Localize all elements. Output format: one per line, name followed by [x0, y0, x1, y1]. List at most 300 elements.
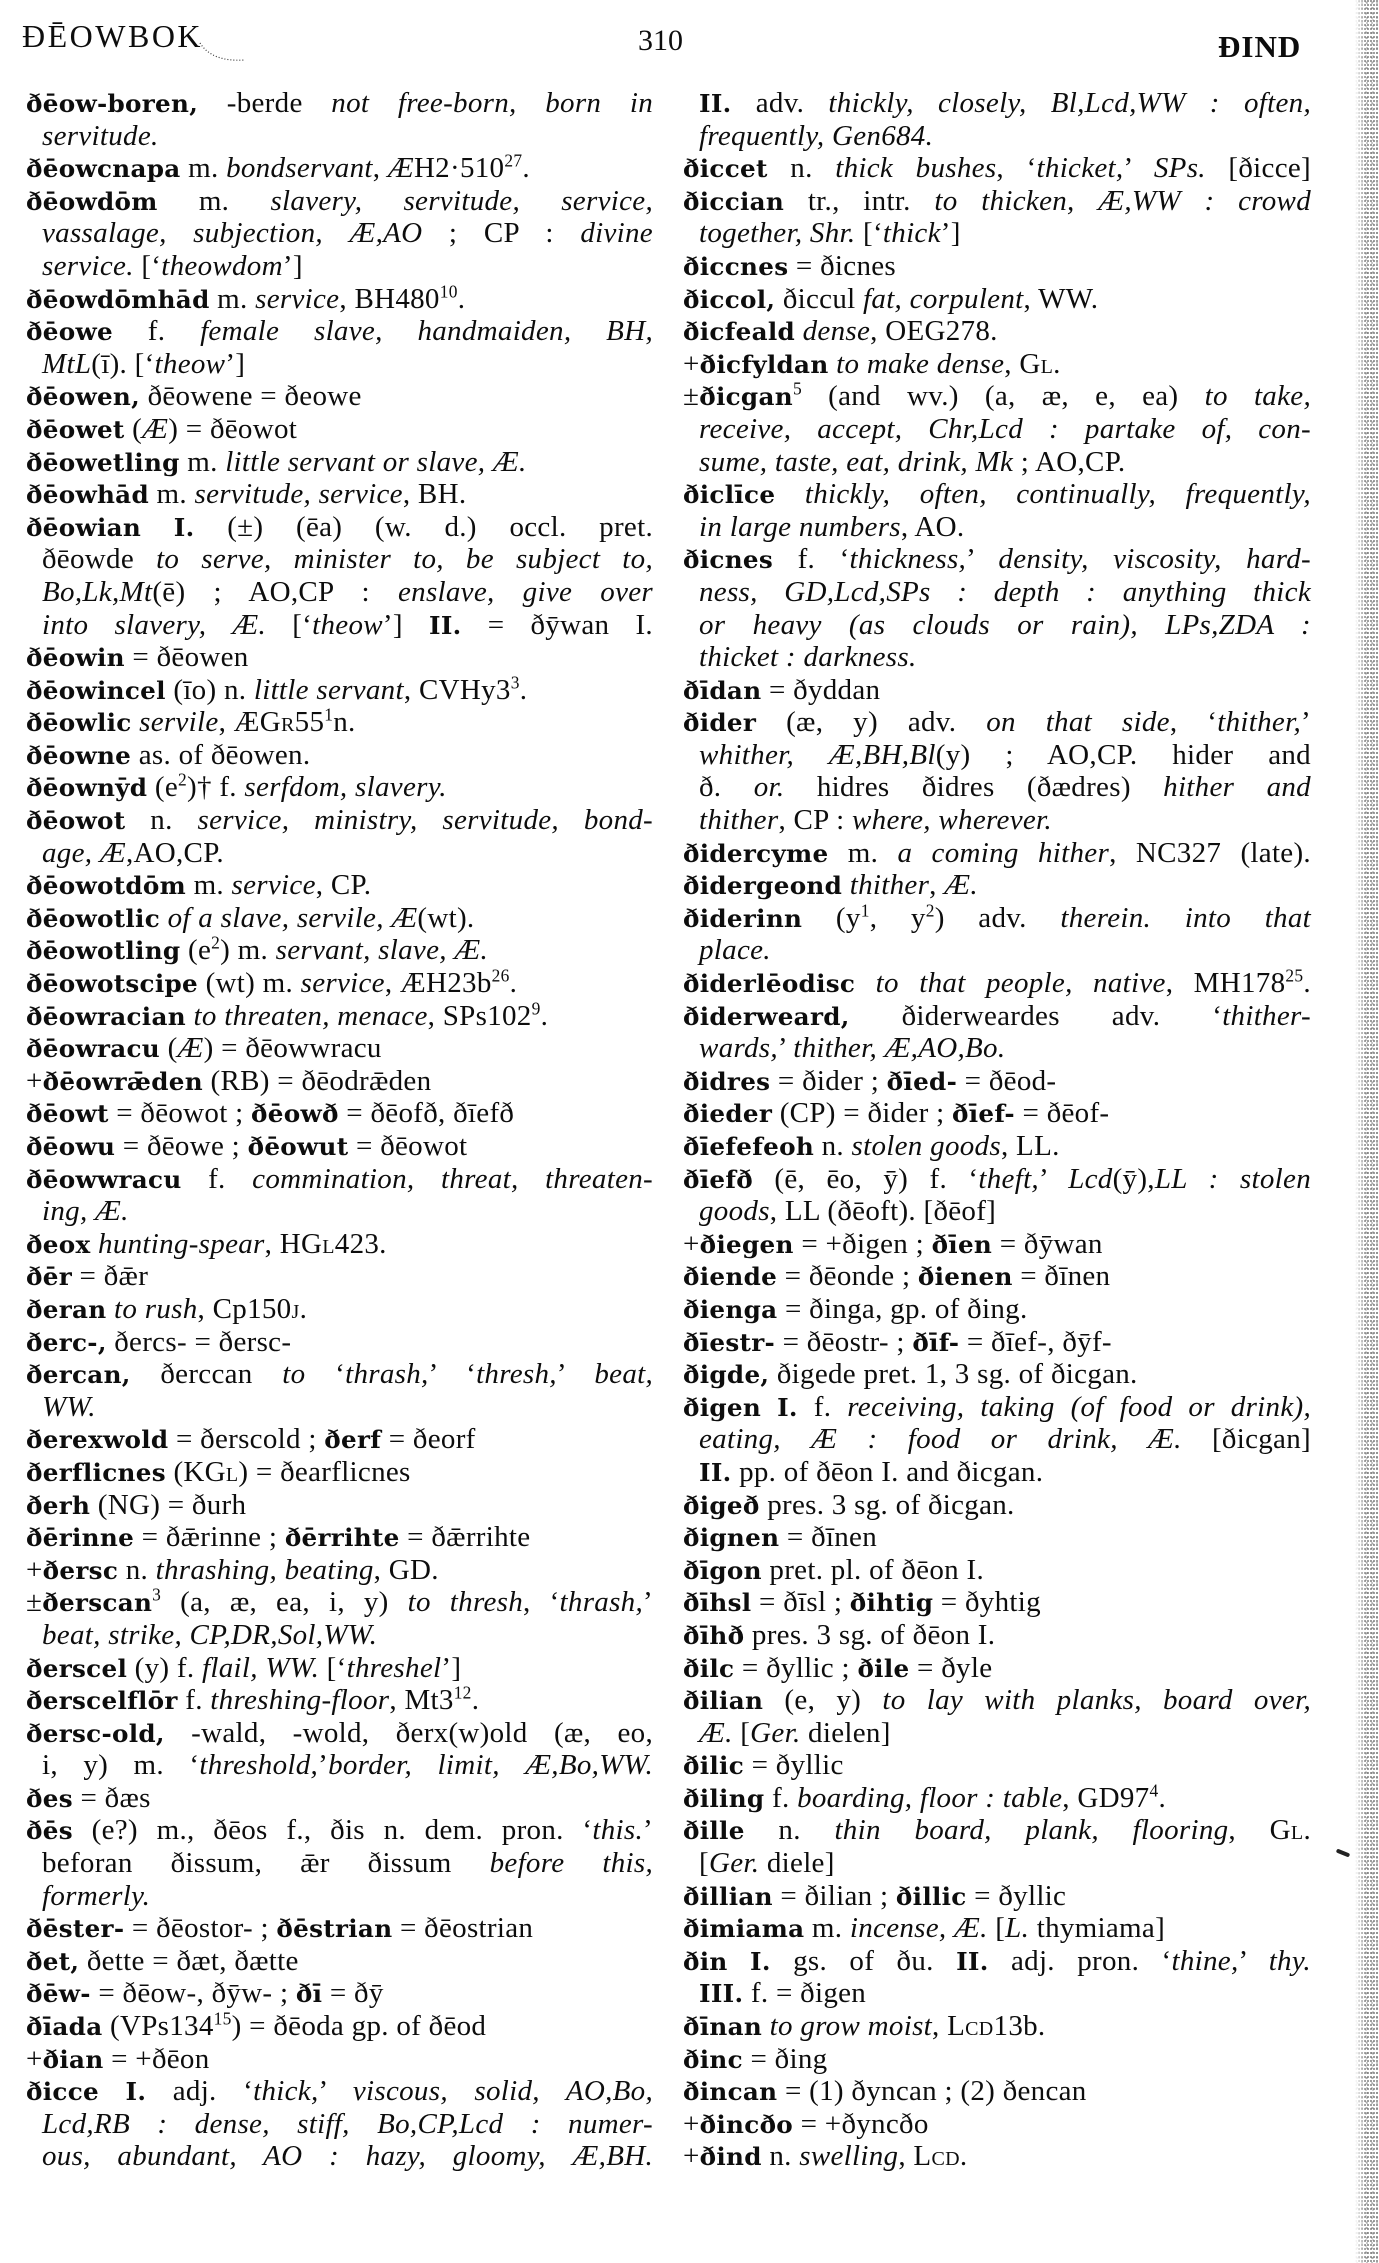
headword-bold: ðicnes — [683, 545, 774, 575]
roman-text: (CP) = ðider ; — [772, 1097, 953, 1130]
dictionary-entry — [26, 771, 653, 804]
dictionary-entry — [26, 2010, 653, 2043]
headword-bold: ðiccol, — [683, 284, 776, 314]
roman-text: pret. pl. of ðēon I. — [761, 1553, 985, 1586]
entry-line — [683, 706, 1311, 739]
roman-text: . — [1303, 1814, 1311, 1847]
italic-gloss: thickly, often, continually, frequently, — [804, 478, 1311, 511]
italic-gloss: thresh, — [476, 1358, 557, 1391]
roman-text: ) = ðēowwracu — [203, 1032, 382, 1065]
entry-line — [26, 1195, 653, 1228]
entry-line — [26, 902, 653, 935]
headword-bold: ðillic — [895, 1881, 967, 1911]
roman-text: (KG — [165, 1455, 226, 1488]
dictionary-entry — [683, 1228, 1311, 1261]
headword-bold: ðiderlēodisc — [683, 969, 856, 999]
entry-line — [26, 934, 653, 967]
headword-bold: ðidres — [683, 1066, 771, 1096]
superscript: 10 — [439, 280, 458, 301]
roman-text: , NC327 (late). — [1109, 836, 1311, 869]
entry-line — [26, 185, 653, 218]
roman-text: ðigede pret. 1, 3 sg. of ðicgan. — [769, 1358, 1138, 1391]
italic-gloss: ing, Æ. — [42, 1195, 129, 1228]
roman-text: f. — [764, 1781, 798, 1814]
headword-bold: ðille — [683, 1816, 745, 1846]
roman-text: = ðȳwan — [992, 1227, 1103, 1260]
headword-bold: ðēowincel — [26, 675, 166, 705]
roman-text: = ðyllic — [744, 1749, 844, 1782]
italic-gloss: thick bushes — [835, 152, 997, 185]
entry-line — [26, 1521, 653, 1554]
headword-bold: ðēowne — [26, 740, 132, 770]
roman-text — [855, 967, 875, 999]
dictionary-entry — [683, 674, 1311, 707]
italic-gloss: to lay with planks, board over, — [882, 1684, 1311, 1717]
roman-text: = ðēod- — [957, 1064, 1057, 1097]
roman-text: ’ — [966, 543, 999, 576]
headword-bold: I. — [777, 1392, 798, 1422]
roman-text: ðēowene = ðeowe — [140, 380, 362, 413]
roman-text: = ðǣrrihte — [399, 1521, 531, 1554]
dictionary-entry — [26, 739, 653, 772]
roman-text: i, y) m. ‘ — [42, 1749, 200, 1782]
italic-gloss: ness, GD,Lcd,SPs : depth : anything thick — [699, 575, 1311, 608]
dictionary-entry — [26, 1326, 653, 1359]
dictionary-entry — [26, 1358, 653, 1423]
superscript: 3 — [152, 1584, 162, 1605]
entry-line — [26, 1326, 653, 1359]
roman-text: (ē, ēo, ȳ) f. ‘ — [753, 1162, 979, 1195]
italic-gloss: therein. into that — [1060, 901, 1312, 934]
roman-text: ) m. — [220, 934, 276, 967]
entry-line — [683, 2010, 1311, 2043]
headword-bold: I. — [125, 2077, 147, 2107]
entry-line — [683, 1260, 1311, 1293]
roman-text: [‘ — [855, 217, 883, 250]
roman-text: = +ðyncðo — [793, 2107, 929, 2140]
italic-gloss: Æ. — [944, 869, 978, 902]
roman-text: , LL. — [1000, 1130, 1060, 1162]
headword-bold: I. — [173, 512, 195, 542]
entry-line — [26, 478, 653, 511]
roman-text: . — [959, 2140, 968, 2173]
italic-gloss: not free-born, born in — [331, 87, 653, 119]
headword-bold: ðēr — [26, 1262, 72, 1292]
italic-gloss: commination, threat, threaten- — [252, 1162, 653, 1195]
headword-bold: ðignen — [683, 1523, 780, 1553]
roman-text: -wald, -wold, ðerx(w)old (æ, eo, — [164, 1716, 653, 1749]
roman-text: . — [522, 152, 530, 185]
headword-bold: ðēowotscipe — [26, 969, 199, 999]
italic-gloss: WW. — [42, 1390, 96, 1423]
dictionary-entry — [26, 1065, 653, 1098]
roman-text — [141, 511, 174, 543]
entry-line — [26, 1032, 653, 1065]
roman-text — [106, 1293, 114, 1325]
entry-line — [26, 576, 653, 609]
roman-text: ’ — [318, 2075, 353, 2108]
ink-mark — [1336, 1849, 1350, 1858]
italic-gloss: service — [255, 282, 340, 315]
italic-gloss: theft, — [978, 1162, 1039, 1195]
dictionary-entry — [683, 2043, 1311, 2076]
italic-gloss: where, wherever. — [852, 804, 1052, 837]
entry-line — [683, 1228, 1311, 1261]
roman-text: )† f. — [187, 771, 245, 804]
italic-gloss: together, Shr. — [699, 217, 856, 250]
roman-text: m. — [828, 836, 898, 869]
roman-text: [‘ — [266, 608, 313, 641]
italic-gloss: whither, Æ,BH,Bl — [699, 738, 936, 771]
roman-text: n. — [761, 2140, 800, 2173]
roman-text: , OEG278. — [870, 315, 998, 348]
headword-bold: ðēw- — [26, 1979, 91, 2009]
italic-gloss: or. — [753, 771, 785, 804]
italic-gloss: thin board, plank, flooring — [834, 1814, 1229, 1847]
italic-gloss: theow — [312, 608, 383, 641]
entry-line — [26, 1554, 653, 1587]
entry-line — [683, 869, 1311, 902]
roman-text: = ðȳ — [322, 1977, 384, 2010]
roman-text: + — [683, 2140, 700, 2173]
roman-text: ’] — [382, 608, 429, 641]
roman-text: ,AO,CP. — [125, 836, 224, 869]
roman-text: adj. pron. ‘ — [988, 1944, 1172, 1977]
entry-line — [26, 1945, 653, 1978]
scan-artifact-curve — [198, 40, 248, 66]
dictionary-entry — [26, 1032, 653, 1065]
roman-text: , ÆH23b — [384, 967, 492, 1000]
roman-text: ’] — [441, 1651, 462, 1684]
roman-text: pp. of ðēon I. and ðicgan. — [731, 1455, 1044, 1488]
entry-line — [26, 1749, 653, 1782]
dictionary-entry — [683, 1586, 1311, 1619]
dictionary-entry — [683, 380, 1311, 478]
italic-gloss: to rush — [114, 1292, 198, 1325]
headword-bold: ðēow-boren, — [26, 89, 199, 118]
roman-text — [775, 478, 805, 510]
dictionary-entry — [26, 706, 653, 739]
entry-line — [26, 2140, 653, 2173]
entry-line — [26, 380, 653, 413]
dictionary-entry — [683, 185, 1311, 250]
roman-text: = ðeorf — [381, 1423, 476, 1456]
italic-gloss: hither and — [1163, 771, 1311, 804]
dictionary-entry — [26, 1782, 653, 1815]
roman-text: ’] — [940, 217, 961, 250]
italic-gloss: servitude, service — [194, 478, 403, 511]
roman-text: f. = ðigen — [743, 1977, 867, 2010]
roman-text — [829, 348, 837, 380]
roman-text — [762, 2010, 770, 2042]
entry-line — [683, 1456, 1311, 1489]
small-caps-abbrev: j — [291, 1292, 300, 1325]
roman-text: , L — [932, 2010, 966, 2043]
dictionary-entry — [683, 1814, 1311, 1879]
roman-text: = ðēofð, ðīefð — [338, 1097, 515, 1130]
dictionary-entry — [26, 1652, 653, 1685]
headword-bold: ðerscan — [42, 1588, 153, 1618]
headword-bold: ðīen — [931, 1229, 993, 1259]
headword-bold: ðercan, — [26, 1360, 131, 1390]
roman-text: ’] — [282, 249, 303, 282]
roman-text: 423. — [334, 1227, 387, 1260]
entry-line — [26, 967, 653, 1000]
italic-gloss: thicket : darkness. — [699, 641, 917, 674]
entry-line — [683, 185, 1311, 218]
roman-text: . — [509, 967, 518, 1000]
roman-text: = ðǣr — [72, 1260, 149, 1293]
headword-bold: ðian — [42, 2044, 104, 2074]
entry-line — [683, 348, 1311, 381]
headword-bold: ðile — [857, 1653, 910, 1683]
roman-text: (e, y) — [763, 1684, 883, 1717]
roman-text: . — [519, 673, 528, 706]
italic-gloss: hunting-spear — [98, 1227, 265, 1260]
dictionary-entry — [26, 280, 653, 316]
italic-gloss: threshel — [346, 1651, 442, 1684]
headword-bold: ðīefð — [683, 1164, 754, 1194]
dictionary-entry — [26, 1586, 653, 1651]
headword-bold: II. — [429, 610, 462, 640]
entry-line — [683, 1065, 1311, 1098]
italic-gloss: in large numbers — [699, 510, 901, 543]
dictionary-entry — [683, 1326, 1311, 1359]
roman-text: ’ — [556, 1358, 595, 1391]
roman-text: ’ — [1038, 1162, 1069, 1195]
roman-text — [90, 1228, 98, 1260]
italic-gloss: wards, — [699, 1032, 778, 1065]
dictionary-entry — [26, 2075, 653, 2173]
entry-line — [683, 934, 1311, 967]
headword-bold: ðī — [295, 1979, 323, 2009]
headword-bold: ðēs — [26, 1816, 73, 1846]
entry-line — [26, 804, 653, 837]
roman-text: (y) f. — [127, 1651, 202, 1684]
dictionary-entry — [26, 1912, 653, 1945]
roman-text: , AO. — [900, 510, 965, 543]
roman-text: = ðēowe ; — [115, 1130, 248, 1162]
headword-bold: ðērrihte — [284, 1523, 400, 1553]
roman-text: = ðēowen — [124, 641, 249, 674]
headword-bold: ðigde, — [683, 1360, 770, 1390]
headword-bold: ðes — [26, 1783, 73, 1813]
dictionary-entry — [26, 1423, 653, 1456]
roman-text: ) = ðēoda gp. of ðēod — [231, 2010, 487, 2043]
roman-text: [‘ — [319, 1651, 347, 1684]
roman-text: ’ — [1301, 706, 1311, 739]
entry-line — [26, 1358, 653, 1391]
roman-text: diele] — [759, 1847, 835, 1880]
entry-line — [26, 87, 653, 120]
headword-bold: ðēowut — [247, 1132, 349, 1161]
entry-line — [683, 1000, 1311, 1033]
headword-bold: ðillian — [683, 1881, 773, 1911]
roman-text: = ðēostr- ; — [775, 1325, 913, 1358]
roman-text: ’ — [318, 1749, 329, 1782]
italic-gloss: service, ministry, servitude, bond- — [197, 804, 654, 837]
entry-line — [26, 446, 653, 479]
entry-line — [683, 902, 1311, 935]
entry-line — [683, 446, 1311, 479]
superscript: 3 — [510, 672, 520, 693]
roman-text: -berde — [198, 87, 332, 119]
italic-gloss: theow — [154, 347, 226, 380]
entry-line — [683, 837, 1311, 870]
italic-gloss: thither- — [1222, 999, 1311, 1032]
entry-line — [26, 511, 653, 544]
headword-bold: ðēowot — [26, 806, 126, 836]
dictionary-entry — [26, 1228, 653, 1261]
entry-line — [26, 1782, 653, 1815]
entry-line — [683, 283, 1311, 316]
roman-text: n. — [333, 706, 356, 739]
roman-text: , L — [898, 2140, 932, 2173]
italic-gloss: to grow moist — [769, 2010, 933, 2043]
italic-gloss: vassalage, subjection, Æ,AO — [42, 217, 423, 250]
entry-line — [683, 380, 1311, 413]
italic-gloss: to make dense — [836, 347, 1005, 380]
dictionary-entry — [26, 641, 653, 674]
roman-text: , WW. — [1023, 282, 1099, 315]
roman-text — [186, 1000, 194, 1032]
roman-text: . — [299, 1292, 308, 1325]
superscript: 2 — [178, 769, 188, 790]
italic-gloss: slavery, servitude, service, — [270, 184, 653, 217]
entry-line — [683, 478, 1311, 511]
dictionary-entry — [683, 250, 1311, 283]
italic-gloss: to serve, minister to, be subject to, — [156, 543, 653, 576]
dictionary-entry — [683, 1489, 1311, 1522]
roman-text: (y) ; AO,CP. hider and — [935, 738, 1311, 771]
italic-gloss: SPs. — [1153, 152, 1206, 185]
entry-line — [683, 2043, 1311, 2076]
roman-text: = ðyddan — [761, 673, 881, 706]
entry-line — [26, 2108, 653, 2141]
headword-bold: ðēowð — [251, 1099, 339, 1129]
roman-text: 13b. — [993, 2010, 1046, 2043]
headword-bold: ðider — [683, 708, 757, 738]
headword-bold: ðigeð — [683, 1490, 760, 1520]
superscript: 5 — [792, 378, 802, 399]
italic-gloss: place. — [699, 934, 771, 967]
italic-gloss: thrash, — [345, 1358, 429, 1391]
roman-text: ðerccan — [130, 1358, 283, 1391]
headword-bold: ðīgon — [683, 1555, 762, 1585]
superscript: 1 — [860, 900, 870, 921]
roman-text: [‘ — [133, 249, 162, 282]
italic-gloss: thicket, — [1036, 152, 1124, 185]
roman-text: [ðicce] — [1205, 152, 1312, 185]
headword-bold: ðēowen, — [26, 382, 141, 412]
dictionary-entry — [683, 1782, 1311, 1815]
roman-text: , ÆG — [218, 706, 281, 739]
entry-line — [26, 120, 653, 153]
roman-text: f. — [177, 1684, 211, 1717]
roman-text: (a, æ, ea, i, y) — [161, 1586, 408, 1619]
italic-gloss: before this, — [489, 1847, 654, 1880]
right-column — [683, 87, 1311, 2173]
dictionary-entry — [683, 2075, 1311, 2108]
roman-text: [ — [699, 1847, 709, 1880]
entry-line — [26, 1423, 653, 1456]
roman-text: pres. 3 sg. of ðēon I. — [744, 1618, 996, 1651]
italic-gloss: fat, corpulent — [863, 282, 1024, 315]
roman-text: = ðinga, gp. of ðing. — [777, 1292, 1028, 1325]
roman-text: = ðīef-, ðȳf- — [959, 1325, 1112, 1358]
dictionary-entry — [26, 997, 653, 1033]
roman-text: . — [540, 999, 549, 1032]
italic-gloss: Æ — [177, 1032, 204, 1065]
headword-bold: ðincðo — [699, 2109, 794, 2139]
roman-text: ðette = ðæt, ðætte — [79, 1944, 299, 1977]
roman-text: = ðīsl ; — [751, 1586, 850, 1619]
roman-text: ; CP : — [422, 217, 581, 250]
roman-text: + — [683, 1227, 700, 1260]
small-caps-abbrev: cd — [931, 2140, 960, 2173]
entry-line — [683, 1163, 1311, 1196]
small-caps-abbrev: l — [1290, 1814, 1304, 1847]
roman-text: = ðerscold ; — [168, 1423, 325, 1456]
dictionary-entry — [683, 152, 1311, 185]
italic-gloss: thither, — [1217, 706, 1302, 739]
italic-gloss: servile — [139, 706, 219, 739]
roman-text: gs. of ðu. — [770, 1944, 957, 1977]
roman-text: (īo) n. — [165, 673, 254, 706]
dictionary-entry — [26, 1130, 653, 1163]
roman-text: = ðyllic ; — [734, 1651, 858, 1684]
headword-bold: II. — [699, 89, 732, 118]
headword-bold: ðīhð — [683, 1620, 745, 1650]
headword-bold: ðerexwold — [26, 1425, 169, 1455]
roman-text: , CP : — [778, 804, 852, 837]
italic-gloss: eating, Æ : food or drink, Æ. — [699, 1423, 1182, 1456]
headword-bold: ðidercyme — [683, 838, 829, 868]
roman-text: (wt) m. — [198, 967, 301, 1000]
entry-line — [683, 1489, 1311, 1522]
entry-line — [683, 120, 1311, 153]
entry-line — [26, 1097, 653, 1130]
superscript: 15 — [213, 2008, 232, 2029]
dictionary-entry — [683, 1880, 1311, 1913]
headword-bold: ðiende — [683, 1262, 778, 1292]
headword-bold: ðienga — [683, 1294, 778, 1324]
roman-text: , G — [1004, 347, 1041, 380]
roman-text: = ðǣrinne ; — [134, 1521, 285, 1554]
roman-text: = ðing — [742, 2042, 828, 2075]
italic-gloss: LL : stolen — [1154, 1162, 1312, 1195]
italic-gloss: age, Æ — [42, 836, 126, 869]
roman-text: ’ — [777, 1032, 794, 1065]
italic-gloss: little servant — [253, 673, 404, 706]
headword-bold: ðilc — [683, 1653, 735, 1683]
headword-bold: ðerh — [26, 1490, 91, 1520]
headword-bold: ðeox — [26, 1229, 91, 1259]
dictionary-entry — [26, 413, 653, 446]
roman-text: n. — [767, 152, 836, 185]
headword-bold: ðēster- — [26, 1914, 125, 1944]
superscript: 26 — [491, 965, 510, 986]
entry-line — [26, 837, 653, 870]
italic-gloss: servitude. — [42, 119, 159, 152]
headword-bold: ðicce — [26, 2077, 99, 2107]
roman-text: as. of ðēowen. — [131, 738, 311, 771]
italic-gloss: into slavery, Æ. — [42, 608, 267, 641]
entry-line — [683, 1880, 1311, 1913]
headword-bold: ðēowcnapa — [26, 154, 181, 184]
dictionary-entry — [26, 380, 653, 413]
roman-text: (ī). [‘ — [91, 347, 155, 380]
